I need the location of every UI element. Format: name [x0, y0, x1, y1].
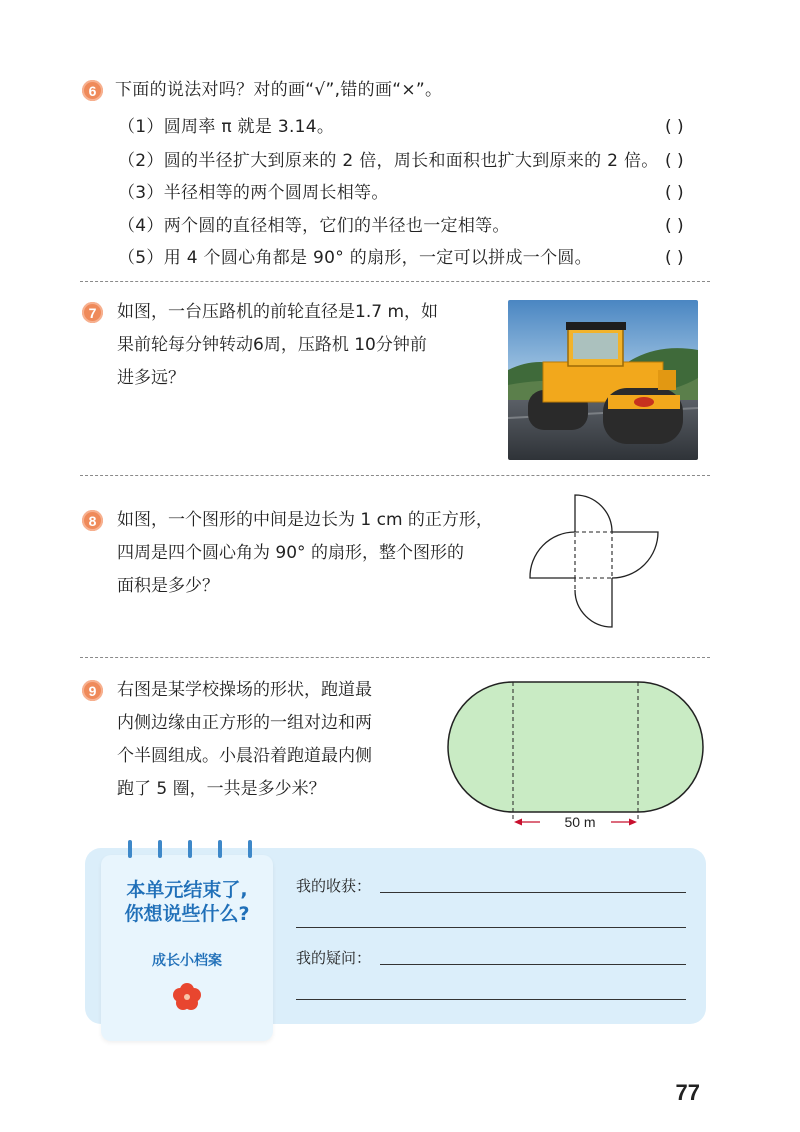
q8-line-3: 面积是多少？	[117, 576, 219, 596]
question-8-badge: 8	[82, 510, 103, 531]
q6-item-5-text: 用 4 个圆心角都是 90° 的扇形，一定可以拼成一个圆。	[163, 248, 592, 268]
question-6-badge: 6	[82, 80, 103, 101]
divider-1	[80, 281, 710, 282]
binder-ring-icon	[158, 840, 162, 858]
question-answer-line-1[interactable]	[380, 964, 686, 965]
q6-item-5-index: （5）	[118, 248, 164, 268]
gain-answer-line-2[interactable]	[296, 927, 686, 928]
divider-3	[80, 657, 710, 658]
q6-item-1-text: 圆周率 π 就是 3.14。	[163, 117, 335, 137]
running-track-figure	[440, 670, 715, 835]
growth-card-title-line-2: 你想说些什么?	[124, 903, 250, 925]
binder-ring-icon	[128, 840, 132, 858]
question-6-prompt: 下面的说法对吗？对的画“√”,错的画“×”。	[115, 80, 443, 100]
q9-line-4: 跑了 5 圈，一共是多少米？	[117, 779, 326, 799]
question-7-text	[117, 296, 438, 395]
page-number: 77	[675, 1080, 700, 1105]
gain-answer-line-1[interactable]	[380, 892, 686, 893]
binder-ring-icon	[248, 840, 252, 858]
growth-card-subtitle: 成长小档案	[152, 953, 222, 969]
q6-item-2-index: （2）	[118, 151, 164, 171]
question-9-badge: 9	[82, 680, 103, 701]
question-8-text	[117, 504, 493, 603]
q6-item-3-index: （3）	[118, 183, 164, 203]
road-roller-photo	[508, 300, 698, 460]
q9-line-1: 右图是某学校操场的形状，跑道最	[117, 680, 372, 700]
q6-item-2	[118, 151, 659, 171]
question-label: 我的疑问：	[296, 949, 372, 967]
q6-item-2-answer-blank[interactable]: ( )	[665, 151, 684, 171]
flower-icon	[172, 982, 202, 1012]
q9-line-3: 个半圆组成。小晨沿着跑道最内侧	[117, 746, 372, 766]
q6-item-2-text: 圆的半径扩大到原来的 2 倍，周长和面积也扩大到原来的 2 倍。	[163, 151, 659, 171]
q6-item-1-answer-blank[interactable]: ( )	[665, 117, 684, 137]
binder-ring-icon	[218, 840, 222, 858]
q8-line-2: 四周是四个圆心角为 90° 的扇形，整个图形的	[117, 543, 464, 563]
q6-item-4	[118, 216, 510, 236]
track-width-label: 50 m	[564, 814, 596, 830]
q7-line-1: 如图，一台压路机的前轮直径是1.7 m，如	[117, 302, 438, 322]
q6-item-4-answer-blank[interactable]: ( )	[665, 216, 684, 236]
q7-line-3: 进多远？	[117, 368, 185, 388]
q6-item-5	[118, 248, 592, 268]
q6-item-3	[118, 183, 389, 203]
q6-item-1	[118, 117, 334, 137]
question-7-badge: 7	[82, 302, 103, 323]
q8-line-1: 如图，一个图形的中间是边长为 1 cm 的正方形，	[117, 510, 493, 530]
question-9-text	[117, 674, 372, 806]
q6-item-3-text: 半径相等的两个圆周长相等。	[163, 183, 389, 203]
road-roller-illustration	[508, 300, 698, 460]
question-answer-line-2[interactable]	[296, 999, 686, 1000]
q6-item-3-answer-blank[interactable]: ( )	[665, 183, 684, 203]
growth-card-title-line-1: 本单元结束了,	[126, 879, 248, 901]
q6-item-4-index: （4）	[118, 216, 164, 236]
track-field	[448, 682, 703, 812]
q6-item-4-text: 两个圆的直径相等，它们的半径也一定相等。	[163, 216, 510, 236]
q6-item-5-answer-blank[interactable]: ( )	[665, 248, 684, 268]
divider-2	[80, 475, 710, 476]
q6-item-1-index: （1）	[118, 117, 164, 137]
q9-line-2: 内侧边缘由正方形的一组对边和两	[117, 713, 372, 733]
pinwheel-sector-figure	[525, 490, 695, 635]
binder-ring-icon	[188, 840, 192, 858]
gain-label: 我的收获：	[296, 877, 372, 895]
q7-line-2: 果前轮每分钟转动6周，压路机 10分钟前	[117, 335, 427, 355]
